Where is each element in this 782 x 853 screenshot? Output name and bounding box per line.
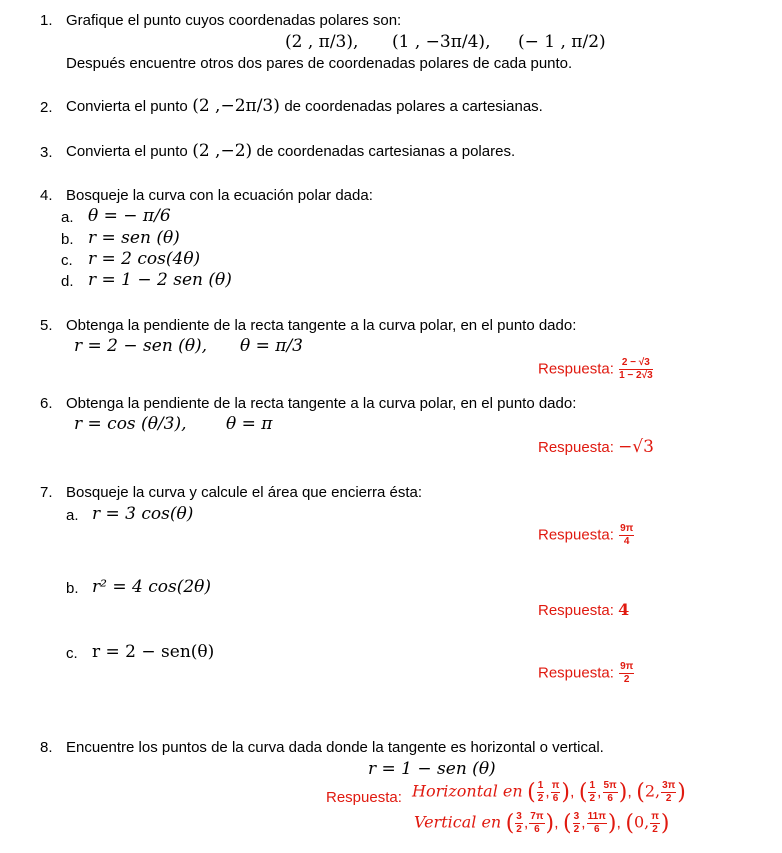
q8-horizontal-label: Horizontal en <box>412 781 523 801</box>
q8-v2-a-num: 3 <box>573 811 580 822</box>
q1-point-3: (− 1 , π/2) <box>518 32 606 52</box>
q6-number: 6. <box>40 395 53 412</box>
q7a-answer <box>538 524 635 547</box>
q8-v2-b-num: 11π <box>587 811 606 822</box>
q8-text: Encuentre los puntos de la curva dada donde la tangente es horizontal o vertical. <box>66 739 604 756</box>
q8-v1-b-den: 6 <box>534 824 540 835</box>
q7b-answer <box>538 600 629 619</box>
q7c-answer-num: 9π <box>620 661 634 672</box>
q4a-letter: a. <box>61 209 74 226</box>
q3-text-a: Convierta el punto <box>66 143 188 160</box>
q3-text-b: de coordenadas cartesianas a polares. <box>256 143 516 160</box>
q8-h3-close: ) <box>677 780 686 805</box>
q6-math-a: r = cos (θ/3), <box>74 414 187 434</box>
q3-math: (2 ,−2) <box>192 141 253 161</box>
q8-v2-close: ) <box>607 811 617 836</box>
q7b-answer-value: 4 <box>618 600 630 619</box>
q7b-answer-label: Respuesta: <box>538 602 614 619</box>
q8-v1-a-num: 3 <box>516 811 522 822</box>
q7c-answer-label: Respuesta: <box>538 664 614 682</box>
q8-v1-b-num: 7π <box>530 811 544 822</box>
q4d-letter: d. <box>61 273 74 290</box>
q8-v2-a <box>573 812 581 835</box>
q8-vertical-row: Vertical en ( $\frac{3}{2}$ , $\frac{7\pi}{6}$ ), ( $\frac{3}{2}$ , $\frac{11\pi}{6}$ ), (0, $\frac{\pi}{2}$ ) <box>414 811 670 836</box>
q8-h1-a-den: 2 <box>537 793 544 804</box>
q8-v2-a-den: 2 <box>573 824 580 835</box>
q3-number: 3. <box>40 144 53 161</box>
q8-h2-a <box>588 781 596 804</box>
q5-number: 5. <box>40 317 53 334</box>
q7-text: Bosqueje la curva y calcule el área que encierra ésta: <box>66 484 423 501</box>
q7c-letter: c. <box>66 645 78 662</box>
q8-h2-b <box>603 781 618 804</box>
q5-answer-label: Respuesta: <box>538 360 614 378</box>
q6-math-b: θ = π <box>226 414 273 434</box>
q2-text-a: Convierta el punto <box>66 98 188 115</box>
q8-h2-b-num: 5π <box>603 780 617 791</box>
q7a-answer-fraction <box>619 524 634 547</box>
q8-h3-b-den: 2 <box>665 793 672 804</box>
q4d-math: r = 1 − 2 sen (θ) <box>88 270 232 290</box>
q5-answer-den: 1 − 2√3 <box>619 370 653 381</box>
q8-h3-b <box>661 781 676 804</box>
q8-math: r = 1 − sen (θ) <box>368 759 496 779</box>
q7c-answer-den: 2 <box>623 674 630 685</box>
q5-answer-num: 2 − √3 <box>619 358 653 370</box>
q6-answer-value: −√3 <box>618 437 654 457</box>
q8-h1-a <box>537 781 545 804</box>
q5-math-a: r = 2 − sen (θ), <box>74 336 208 356</box>
q2-math: (2 ,−2π/3) <box>192 96 280 116</box>
q7a-letter: a. <box>66 507 79 524</box>
q8-vertical-label: Vertical en <box>414 812 502 832</box>
q8-v2-b <box>587 812 607 835</box>
q8-h3-open: ( <box>636 780 645 805</box>
q7c-answer-fraction <box>619 662 634 685</box>
q7b-math: r² = 4 cos(2θ) <box>92 577 212 597</box>
q8-h2-a-num: 1 <box>589 780 596 791</box>
q8-h1-open: ( <box>527 780 536 805</box>
q8-v2-b-den: 6 <box>593 824 600 835</box>
q7a-answer-num: 9π <box>620 523 634 534</box>
q4b-math: r = sen (θ) <box>88 228 180 248</box>
q8-h2-a-den: 2 <box>589 793 596 804</box>
q6-text: Obtenga la pendiente de la recta tangente a la curva polar, en el punto dado: <box>66 395 577 412</box>
q7-number: 7. <box>40 484 53 501</box>
q1-text: Grafique el punto cuyos coordenadas polares son: <box>66 12 402 29</box>
q7c-math: r = 2 − sen(θ) <box>92 642 215 662</box>
q5-answer-fraction <box>619 358 653 381</box>
q7b-letter: b. <box>66 580 79 597</box>
q2-text-b: de coordenadas polares a cartesianas. <box>284 98 543 115</box>
q5-math-b: θ = π/3 <box>240 336 304 356</box>
q5-answer <box>538 358 654 381</box>
q8-v1-open: ( <box>505 811 515 836</box>
q8-h3-a: 2, <box>644 781 661 801</box>
q7c-answer <box>538 662 635 685</box>
q8-answer-label: Respuesta: <box>326 789 402 806</box>
q8-v3-open: ( <box>625 811 634 836</box>
q4b-letter: b. <box>61 231 74 248</box>
q8-h1-b-den: 6 <box>552 793 559 804</box>
q1-point-2: (1 , −3π/4), <box>392 32 491 52</box>
q8-h1-close: ) <box>561 780 570 805</box>
q8-v1-close: ) <box>545 811 555 836</box>
q1-point-1: (2 , π/3), <box>285 32 359 52</box>
q8-h2-close: ) <box>618 780 628 805</box>
q7a-answer-den: 4 <box>623 536 630 547</box>
q8-h1-b-num: π <box>551 780 560 791</box>
q4-number: 4. <box>40 187 53 204</box>
q4c-letter: c. <box>61 252 73 269</box>
q4a-math: θ = − π/6 <box>88 206 171 226</box>
q3-line <box>66 141 515 161</box>
q8-h2-b-den: 6 <box>607 793 613 804</box>
q1-text-2: Después encuentre otros dos pares de coordenadas polares de cada punto. <box>66 55 573 72</box>
q2-line <box>66 96 543 116</box>
q8-v2-open: ( <box>563 811 572 836</box>
q8-v3-a: 0, <box>633 812 650 832</box>
q6-answer <box>538 437 654 457</box>
q7a-math: r = 3 cos(θ) <box>92 504 194 524</box>
q8-h1-a-num: 1 <box>537 780 544 791</box>
q5-text: Obtenga la pendiente de la recta tangente a la curva polar, en el punto dado: <box>66 317 577 334</box>
q6-answer-label: Respuesta: <box>538 439 614 456</box>
q1-number: 1. <box>40 12 53 29</box>
q8-v3-b-den: 2 <box>652 824 658 835</box>
q4c-math: r = 2 cos(4θ) <box>88 249 201 269</box>
q8-v1-b <box>529 812 544 835</box>
q8-horizontal-row: Horizontal en ( $\frac{1}{2}$ , $\frac{\pi}{6}$ ), ( $\frac{1}{2}$ , $\frac{5\pi}{6}$ ), (2, $\frac{3\pi}{2}$ ) <box>412 780 686 805</box>
q8-h3-b-num: 3π <box>662 780 676 791</box>
q2-number: 2. <box>40 99 53 116</box>
q8-v3-b-num: π <box>651 811 659 822</box>
q8-h2-open: ( <box>578 780 588 805</box>
q8-v3-b <box>650 812 660 835</box>
q8-h1-b <box>551 781 561 804</box>
q7a-answer-label: Respuesta: <box>538 526 614 544</box>
q4-text: Bosqueje la curva con la ecuación polar dada: <box>66 187 373 204</box>
q8-number: 8. <box>40 739 53 756</box>
q8-v1-a <box>515 812 523 835</box>
q8-v3-close: ) <box>660 811 670 836</box>
q8-v1-a-den: 2 <box>516 824 522 835</box>
